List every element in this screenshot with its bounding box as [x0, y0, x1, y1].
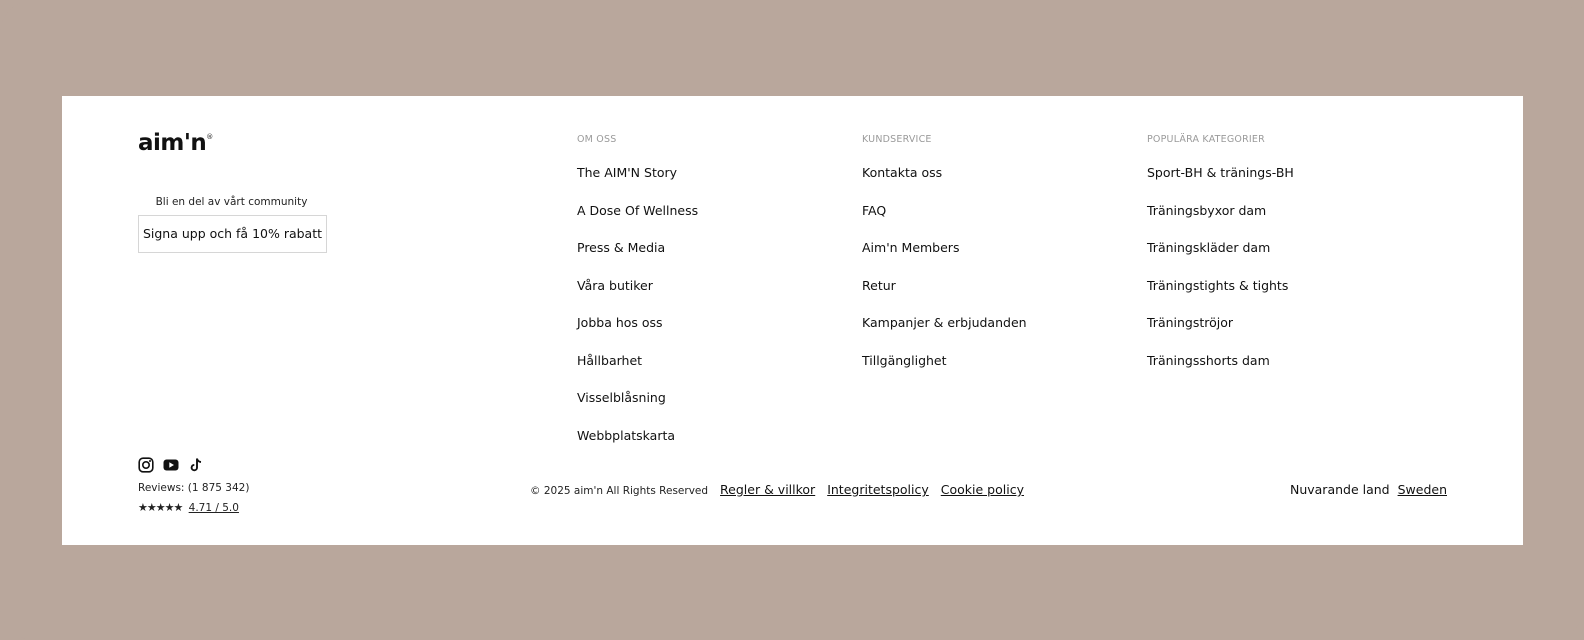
link-hallbarhet[interactable]: Hållbarhet	[577, 352, 643, 368]
rating-summary	[138, 501, 239, 514]
link-retur[interactable]: Retur	[862, 277, 896, 293]
footer-column-kundservice	[862, 134, 1027, 387]
privacy-policy-link[interactable]: Integritetspolicy	[827, 482, 929, 497]
community-label: Bli en del av vårt community	[155, 196, 308, 208]
column-title-populara-kategorier: POPULÄRA KATEGORIER	[1147, 134, 1265, 145]
copyright-text: © 2025 aim'n All Rights Reserved	[530, 485, 709, 497]
column-title-om-oss: OM OSS	[577, 134, 617, 145]
youtube-icon[interactable]	[163, 457, 179, 473]
link-jobba-hos-oss[interactable]: Jobba hos oss	[577, 315, 663, 330]
legal-bar	[530, 482, 1024, 497]
link-faq[interactable]: FAQ	[862, 202, 887, 218]
link-traningstrojor[interactable]: Träningströjor	[1147, 315, 1234, 330]
signup-discount-button[interactable]: Signa upp och få 10% rabatt	[138, 215, 327, 253]
country-value-link[interactable]: Sweden	[1397, 482, 1447, 497]
terms-link[interactable]: Regler & villkor	[720, 482, 816, 497]
footer-panel	[62, 96, 1523, 545]
link-traningsshorts[interactable]: Träningsshorts dam	[1147, 352, 1270, 368]
country-selector	[1290, 482, 1447, 497]
link-kontakta-oss[interactable]: Kontakta oss	[862, 165, 943, 180]
link-traningsbyxor[interactable]: Träningsbyxor dam	[1147, 202, 1267, 218]
logo-text: aim'n	[138, 130, 207, 156]
reviews-count: Reviews: (1 875 342)	[138, 482, 250, 494]
link-webbplatskarta[interactable]: Webbplatskarta	[577, 427, 676, 443]
country-label: Nuvarande land	[1289, 482, 1390, 497]
link-sport-bh[interactable]: Sport-BH & tränings-BH	[1147, 165, 1294, 180]
cookie-policy-link[interactable]: Cookie policy	[940, 482, 1024, 497]
column-title-kundservice: KUNDSERVICE	[862, 134, 932, 145]
rating-stars: ★★★★★	[138, 501, 183, 514]
social-links	[138, 457, 204, 473]
link-visselblasning[interactable]: Visselblåsning	[577, 390, 666, 405]
link-dose-of-wellness[interactable]: A Dose Of Wellness	[577, 202, 699, 218]
link-aimn-story[interactable]: The AIM'N Story	[577, 165, 678, 180]
link-kampanjer[interactable]: Kampanjer & erbjudanden	[862, 315, 1027, 330]
link-press-media[interactable]: Press & Media	[577, 240, 666, 255]
link-vara-butiker[interactable]: Våra butiker	[577, 277, 653, 293]
registered-mark: ®	[206, 133, 213, 141]
footer-column-om-oss	[577, 134, 698, 462]
link-traningsklader[interactable]: Träningskläder dam	[1147, 240, 1271, 255]
rating-score-link[interactable]: 4.71 / 5.0	[188, 502, 239, 514]
brand-logo[interactable]	[138, 130, 213, 156]
footer-column-populara-kategorier	[1147, 134, 1294, 387]
link-tillganglighet[interactable]: Tillgänglighet	[862, 352, 947, 368]
link-aimn-members[interactable]: Aim'n Members	[862, 240, 960, 255]
instagram-icon[interactable]	[138, 457, 154, 473]
tiktok-icon[interactable]	[188, 457, 204, 473]
link-traningstights[interactable]: Träningstights & tights	[1147, 277, 1289, 293]
